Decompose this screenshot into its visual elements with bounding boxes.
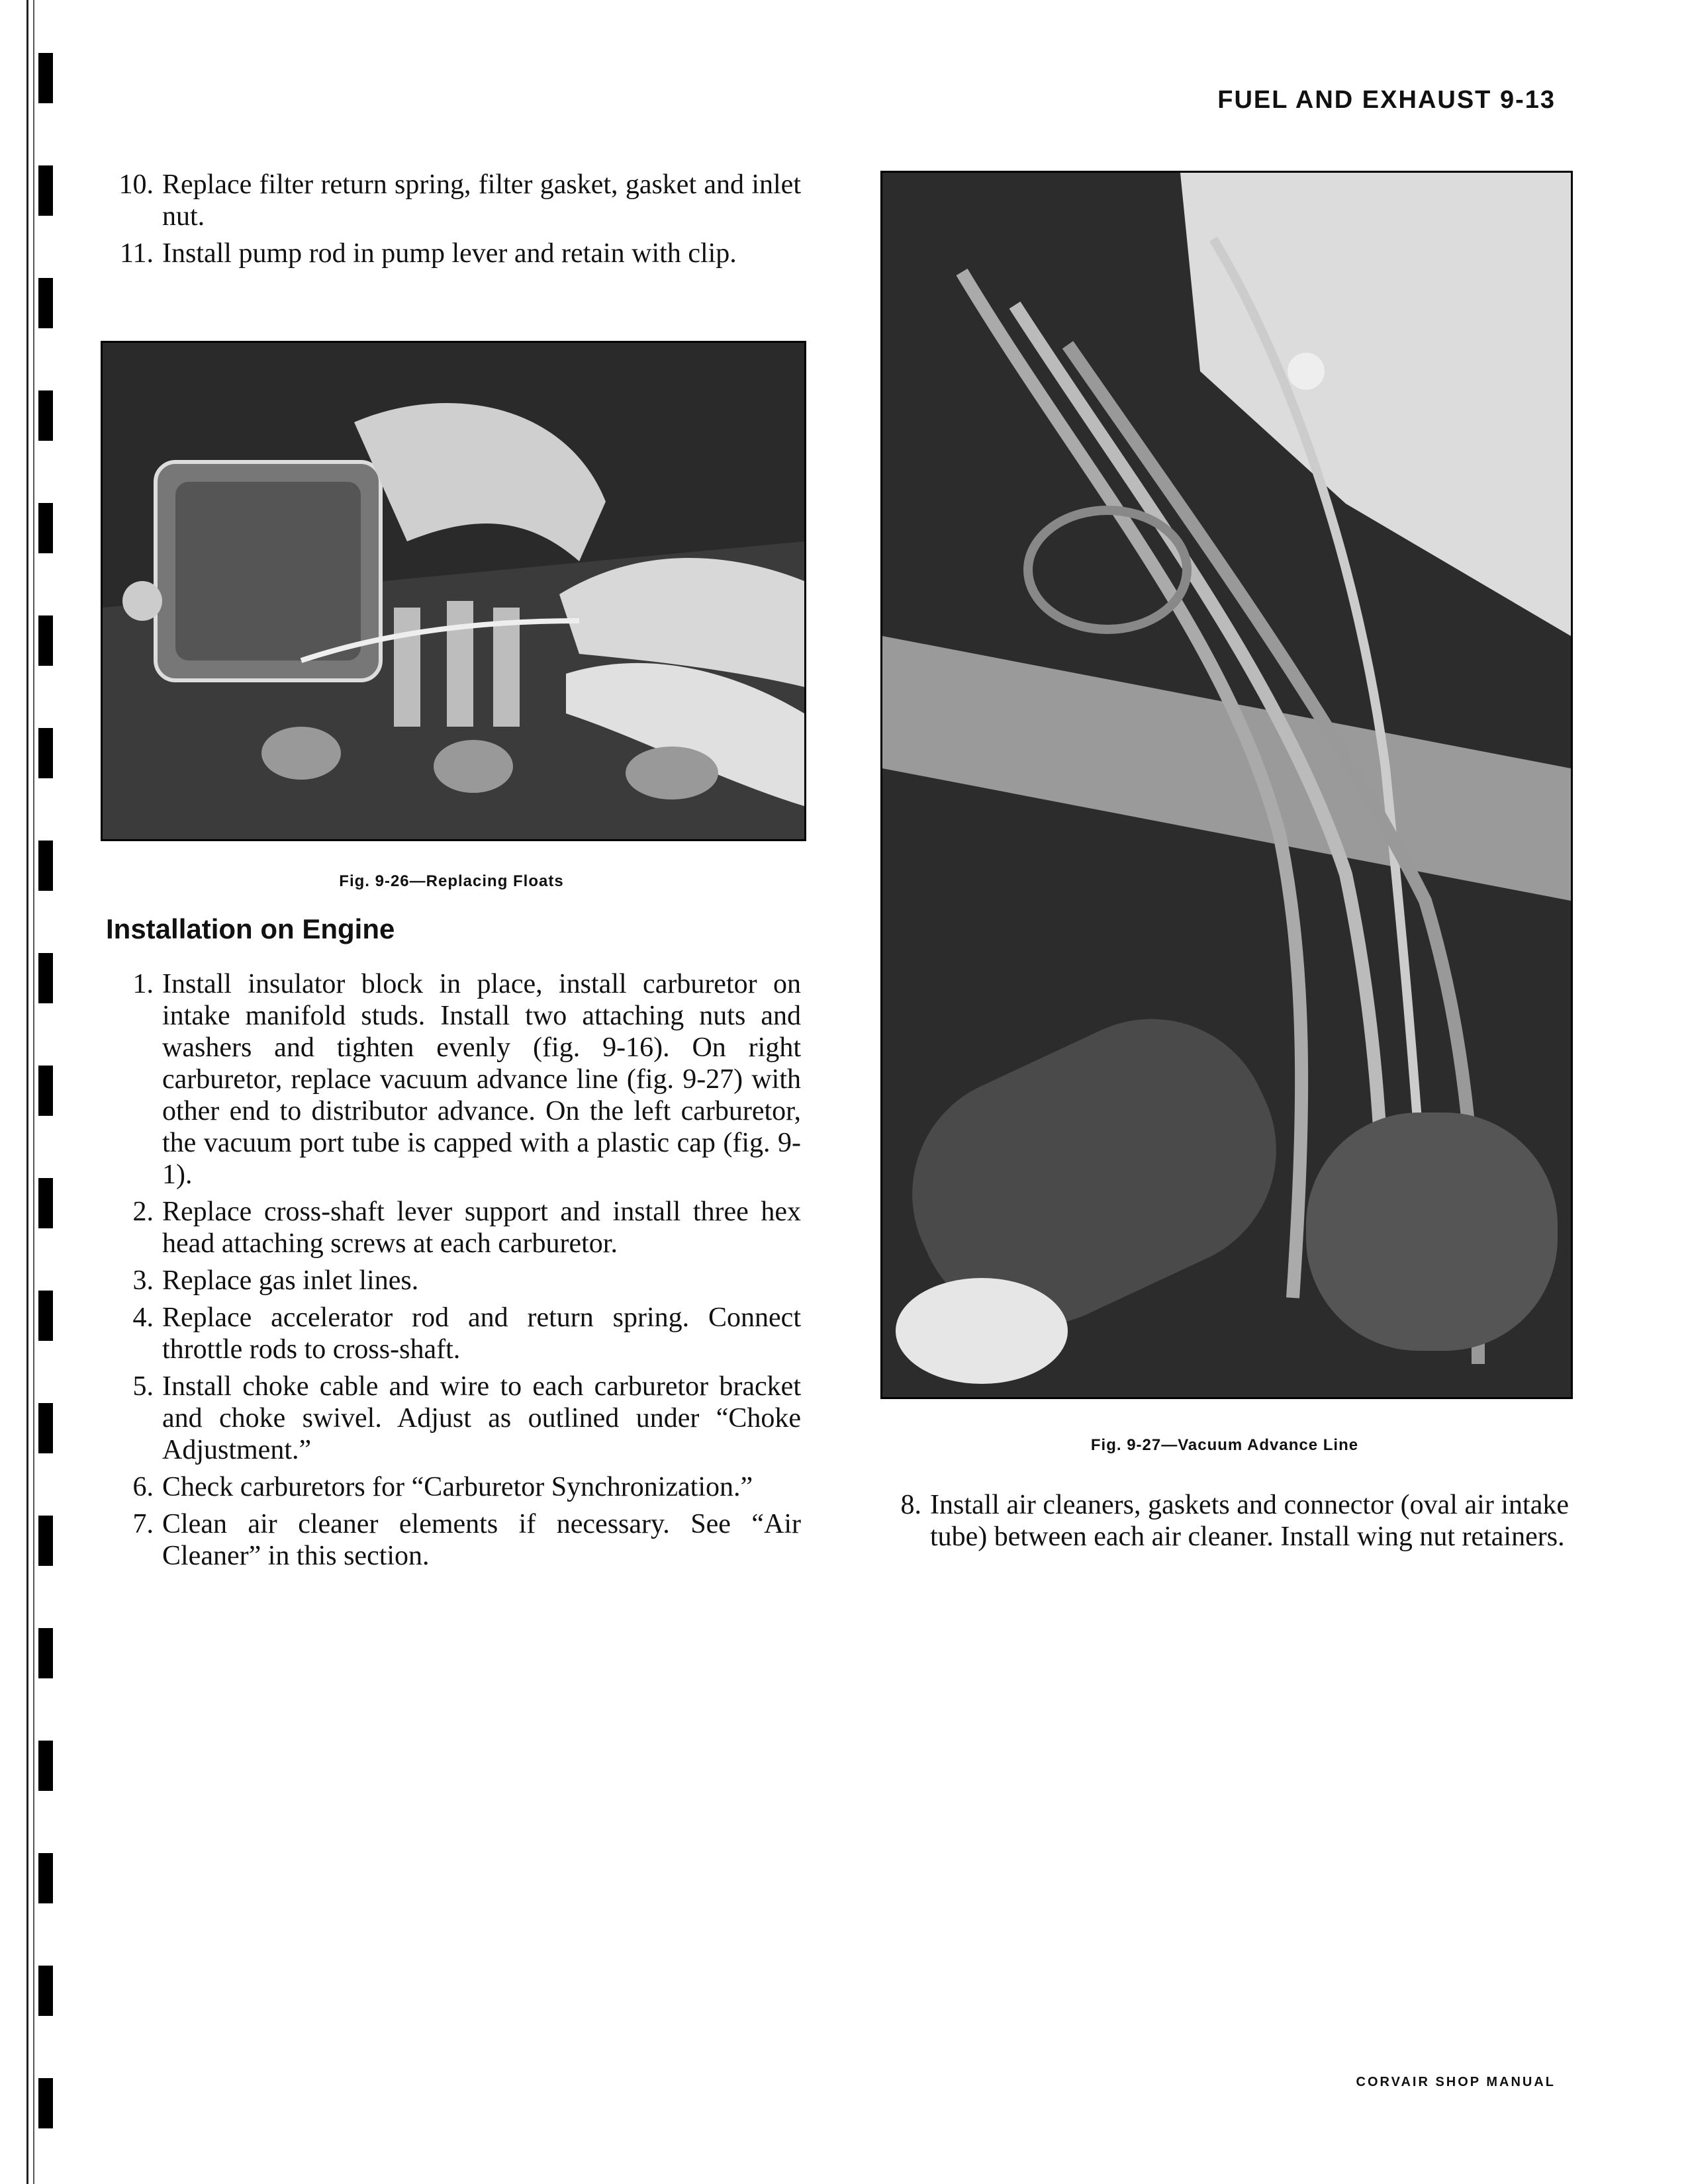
- step-number: 8.: [900, 1490, 921, 1520]
- step-text: Install air cleaners, gaskets and connector (oval air intake tube) between each air cleaner. Install wing nut retainers.: [930, 1490, 1569, 1552]
- step-number: 7.: [132, 1509, 154, 1539]
- list-item: [106, 968, 801, 1191]
- figure-9-26-photo: [101, 341, 806, 841]
- step-number: 6.: [132, 1472, 154, 1502]
- step-text: Replace filter return spring, filter gasket, gasket and inlet nut.: [162, 169, 801, 232]
- step-number: 3.: [132, 1265, 154, 1296]
- footer-manual-title: CORVAIR SHOP MANUAL: [1356, 2075, 1556, 2089]
- list-item: [874, 1489, 1569, 1553]
- step-number: 10.: [118, 169, 154, 200]
- list-item: [106, 1196, 801, 1259]
- step-text: Clean air cleaner elements if necessary. See “Air Cleaner” in this section.: [162, 1509, 801, 1571]
- step-text: Replace gas inlet lines.: [162, 1265, 419, 1296]
- list-item: [106, 238, 801, 269]
- step-text: Replace cross-shaft lever support and install three hex head attaching screws at each carburetor.: [162, 1197, 801, 1259]
- step-number: 1.: [132, 969, 154, 999]
- step-text: Install insulator block in place, install carburetor on intake manifold studs. Install two attaching nuts and washers and tighten evenly (fig. 9-16). On right carburetor, replace vacuum advance line (fig. 9-27) with other end to distributor advance. On the left carburetor, the vacuum port tube is capped with a plastic cap (fig. 9-1).: [162, 969, 801, 1190]
- list-item: [106, 1508, 801, 1572]
- binding-edge-line: [33, 0, 34, 2184]
- list-item: [106, 1265, 801, 1297]
- step-number: 5.: [132, 1371, 154, 1402]
- running-head: FUEL AND EXHAUST 9-13: [1217, 86, 1556, 114]
- right-steps: [874, 1489, 1569, 1558]
- figure-9-27-caption: Fig. 9-27—Vacuum Advance Line: [1090, 1436, 1359, 1454]
- step-number: 4.: [132, 1302, 154, 1333]
- step-number: 11.: [120, 238, 154, 269]
- step-text: Check carburetors for “Carburetor Synchronization.”: [162, 1472, 753, 1502]
- step-number: 2.: [132, 1197, 154, 1227]
- figure-9-27-photo: [880, 171, 1573, 1399]
- list-item: [106, 1471, 801, 1503]
- figure-9-26-caption: Fig. 9-26—Replacing Floats: [339, 872, 564, 890]
- step-text: Install choke cable and wire to each carburetor bracket and choke swivel. Adjust as outlined under “Choke Adjustment.”: [162, 1371, 801, 1465]
- step-text: Install pump rod in pump lever and retain with clip.: [162, 238, 737, 269]
- step-text: Replace accelerator rod and return spring. Connect throttle rods to cross-shaft.: [162, 1302, 801, 1365]
- binding-edge-line: [26, 0, 28, 2184]
- left-steps-top: [106, 169, 801, 275]
- installation-steps: [106, 968, 801, 1577]
- list-item: [106, 1302, 801, 1365]
- list-item: [106, 169, 801, 232]
- section-heading: Installation on Engine: [106, 913, 395, 944]
- list-item: [106, 1371, 801, 1466]
